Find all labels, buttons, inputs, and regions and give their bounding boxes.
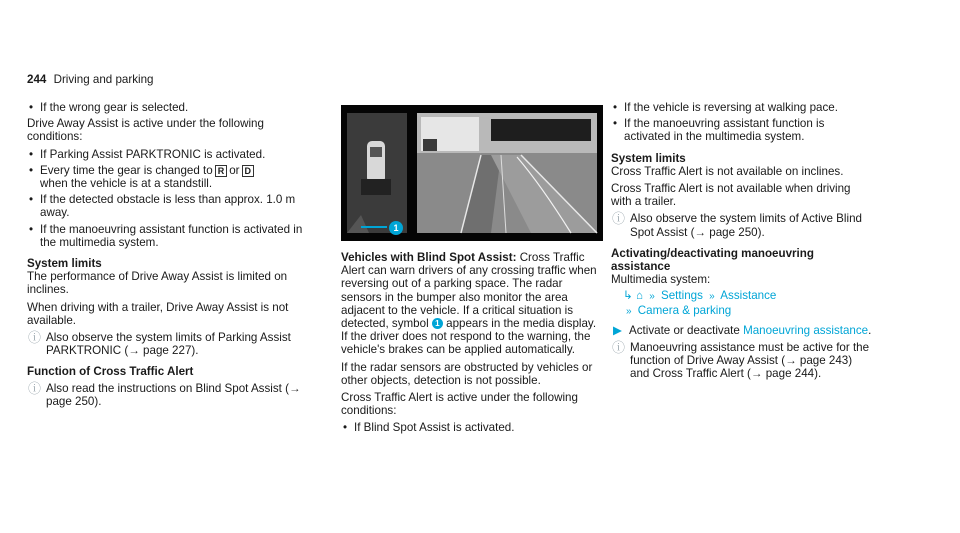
home-icon: ⌂ bbox=[635, 289, 643, 303]
note bbox=[611, 341, 873, 381]
nav-assistance: Assistance bbox=[720, 289, 777, 303]
section-heading: System limits bbox=[27, 257, 102, 271]
chevron-right-icon: » bbox=[626, 305, 632, 317]
note bbox=[611, 212, 873, 238]
nav-path bbox=[611, 289, 873, 317]
gear-or: or bbox=[229, 163, 240, 177]
note bbox=[27, 382, 317, 408]
list-item: • If the manoeuvring assistant function is activated in the multimedia system. bbox=[611, 117, 873, 143]
list-item-gear bbox=[27, 164, 317, 190]
paragraph: Cross Traffic Alert is not available when driving with a trailer. bbox=[611, 182, 851, 209]
gear-text: Every time the gear is changed to bbox=[40, 163, 213, 177]
camera-image bbox=[341, 105, 603, 241]
note-text: Manoeuvring assistance must be active for the function of Drive Away Assist (→ page 243) and Cross Traffic Alert (→ page 244). bbox=[630, 341, 870, 381]
paragraph: If the radar sensors are obstructed by vehicles or other objects, detection is not possible. bbox=[341, 360, 593, 387]
paragraph: When driving with a trailer, Drive Away Assist is not available. bbox=[27, 300, 289, 327]
nav-settings: Settings bbox=[661, 289, 703, 303]
info-icon: ⓘ bbox=[28, 330, 42, 346]
list-item: • If Parking Assist PARKTRONIC is activated. bbox=[27, 148, 317, 161]
camera-figure bbox=[341, 105, 603, 241]
note-text: Also read the instructions on Blind Spot Assist (→ page 250). bbox=[46, 381, 301, 408]
list-item: • If the detected obstacle is less than approx. 1.0 m away. bbox=[27, 193, 317, 219]
list-item: • If the manoeuvring assistant function is activated in the multimedia system. bbox=[27, 223, 317, 249]
list-item: • If the vehicle is reversing at walking pace. bbox=[611, 101, 873, 114]
paragraph: Cross Traffic Alert is not available on inclines. bbox=[611, 164, 844, 178]
paragraph: The performance of Drive Away Assist is limited on inclines. bbox=[27, 270, 288, 297]
gear-r-icon: R bbox=[215, 165, 228, 177]
section-title: Driving and parking bbox=[53, 73, 154, 86]
menu-arrow-icon: ↳ bbox=[623, 289, 633, 303]
info-icon: ⓘ bbox=[28, 380, 42, 396]
column-3 bbox=[611, 101, 873, 385]
note-text: Also observe the system limits of Parking Assist PARKTRONIC (→ page 227). bbox=[46, 331, 291, 358]
chevron-right-icon: » bbox=[709, 291, 715, 303]
manoeuvring-assistance-link[interactable]: Manoeuvring assistance bbox=[743, 323, 869, 337]
column-1 bbox=[27, 101, 317, 412]
chevron-right-icon: » bbox=[649, 291, 655, 303]
figure-callout-badge: 1 bbox=[389, 221, 403, 235]
page-header bbox=[27, 73, 153, 86]
paragraph-text: Cross Traffic Alert can warn drivers of any crossing traffic when reversing out of a parking space. The radar sensors in the bumper also monitor the area adjacent to the vehicle. If a critical situation is detected, symbol bbox=[341, 251, 597, 331]
paragraph: Cross Traffic Alert is active under the following conditions: bbox=[341, 391, 578, 418]
note-text: Also observe the system limits of Active Blind Spot Assist (→ page 250). bbox=[630, 212, 862, 239]
section-heading: System limits bbox=[611, 151, 686, 165]
action-step: ▶ Activate or deactivate Manoeuvring assistance. bbox=[613, 323, 872, 337]
column-2 bbox=[341, 101, 603, 438]
info-icon: ⓘ bbox=[612, 211, 626, 227]
gear-text-2: when the vehicle is at a standstill. bbox=[40, 177, 213, 191]
symbol-badge: 1 bbox=[432, 318, 443, 329]
section-heading: Activating/deactivating manoeuvring assistance bbox=[611, 246, 814, 274]
action-triangle-icon: ▶ bbox=[613, 323, 622, 337]
section-heading: Function of Cross Traffic Alert bbox=[27, 365, 194, 379]
paragraph-text-2: appears in the media display. If the driver does not respond to the warning, the vehicle's brakes can be applied automatically. bbox=[341, 317, 597, 357]
bold-lead: Vehicles with Blind Spot Assist: bbox=[341, 251, 517, 264]
action-text: Activate or deactivate bbox=[629, 323, 740, 337]
info-icon: ⓘ bbox=[612, 340, 626, 356]
nav-camera-parking: Camera & parking bbox=[637, 303, 732, 317]
paragraph bbox=[341, 251, 603, 357]
list-item: • If the wrong gear is selected. bbox=[27, 101, 317, 114]
gear-d-icon: D bbox=[242, 165, 255, 177]
paragraph: Drive Away Assist is active under the following conditions: bbox=[27, 117, 264, 144]
paragraph: Multimedia system: bbox=[611, 273, 711, 287]
page-number: 244 bbox=[27, 73, 47, 86]
note bbox=[27, 331, 317, 357]
list-item: • If Blind Spot Assist is activated. bbox=[341, 421, 603, 434]
